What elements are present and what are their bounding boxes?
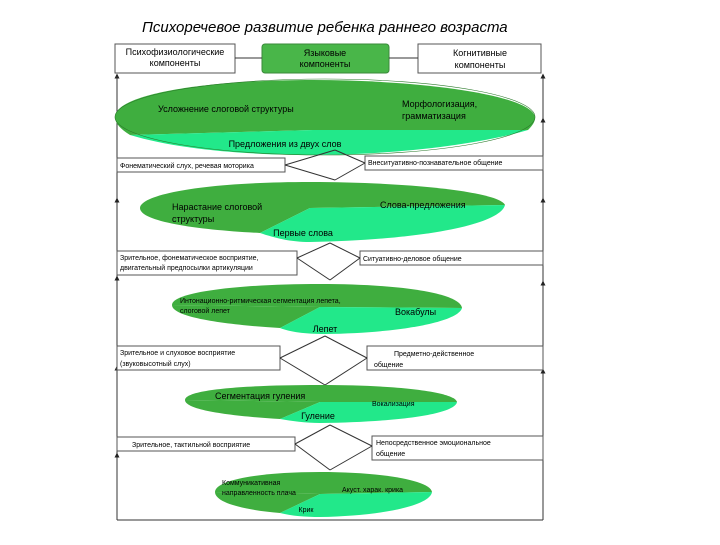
stage-3-right-text: Вокабулы [395,307,437,317]
stage-1-ellipse [115,79,535,155]
connector-4c [295,425,330,444]
psych-box-3-text-1: Зрительное и слуховое восприятие [120,350,236,357]
stage-3-left-text-2: слоговой лепет [180,308,230,315]
header-center-line-1: Языковые [303,48,347,58]
stage-2-left-text-2: структуры [172,214,215,224]
psych-box-1 [117,158,285,172]
cog-box-4 [372,436,543,460]
stage-5-ellipse [215,472,432,517]
stage-5-bottom-text: Крик [298,507,314,514]
stage-5-left-text-1: Коммуникативная [222,480,281,487]
stage-3-left-text-1: Интонационно-ритмическая сегментация лепета, [180,298,341,305]
connector-1a [285,165,335,180]
stage-2-right-text: Слова-предложения [380,200,466,210]
cog-box-2-text: Ситуативно-деловое общение [363,256,462,263]
psych-box-2-text-1: Зрительное, фонематическое восприятие, [120,255,259,262]
connector-3b [325,358,367,385]
stage-2-ellipse [140,182,505,242]
header-left-line-2: компоненты [149,58,201,68]
connector-3d [325,336,367,358]
stage-1-left-text: Усложнение слоговой структуры [158,104,294,114]
stage-4-right-text: Вокализация [372,401,415,408]
cog-box-1-text: Внеситуативно-познавательное общение [368,160,503,167]
stage-4-bottom-text: Гуление [301,411,335,421]
stage-2-bottom-text: Первые слова [273,228,333,238]
connector-2a [297,258,330,280]
header-language [262,44,389,73]
psych-box-3-text-2: (звуковысотный слух) [120,361,191,368]
psych-box-1-text: Фонематический слух, речевая моторика [120,163,254,170]
connector-1b [335,163,365,180]
stage-4-left-text: Сегментация гуления [215,391,306,401]
header-cognitive [418,44,541,73]
stage-1-right-text-1: Морфологизация, [402,99,478,109]
stage-5-right-text: Акуст. харак. крика [342,487,404,494]
connector-2b [330,258,360,280]
stage-1-right-text-2: грамматизация [402,111,466,121]
header-psychophysiological [115,44,235,73]
connector-2d [330,243,360,258]
cog-box-4-text-2: общение [376,451,406,458]
psych-box-2-text-2: двигательный предпосылки артикуляции [120,265,253,272]
cog-box-1 [365,156,543,170]
psych-box-4 [117,437,295,451]
connector-4d [330,425,372,446]
connector-4b [330,446,372,470]
header-right-line-1: Когнитивные [453,48,507,58]
cog-box-3 [367,346,543,370]
connector-2c [297,243,330,258]
stage-3-bottom-text: Лепет [312,324,338,334]
header-right-line-2: компоненты [454,60,506,70]
header-left-line-1: Психофизиологические [125,47,225,57]
psych-box-4-text: Зрительное, тактильной восприятие [132,442,251,449]
stage-1-bottom-text: Предложения из двух слов [228,139,342,149]
stage-5-left-text-2: направленность плача [222,490,296,497]
psych-box-3 [117,346,280,370]
cog-box-3-text-1: Предметно-действенное [394,351,475,358]
stage-4-ellipse [185,385,457,423]
psych-box-2 [117,251,297,275]
header-center-line-2: компоненты [299,59,351,69]
connector-4a [295,444,330,470]
cog-box-4-text-1: Непосредственное эмоциональное [376,440,491,447]
stage-2-left-text-1: Нарастание слоговой [172,202,263,212]
connector-3c [280,336,325,358]
cog-box-2 [360,251,543,265]
stage-3-ellipse [172,284,462,334]
cog-box-3-text-2: общение [374,362,404,369]
diagram-title: Психоречевое развитие ребенка раннего возраста [142,19,508,36]
connector-3a [280,358,325,385]
